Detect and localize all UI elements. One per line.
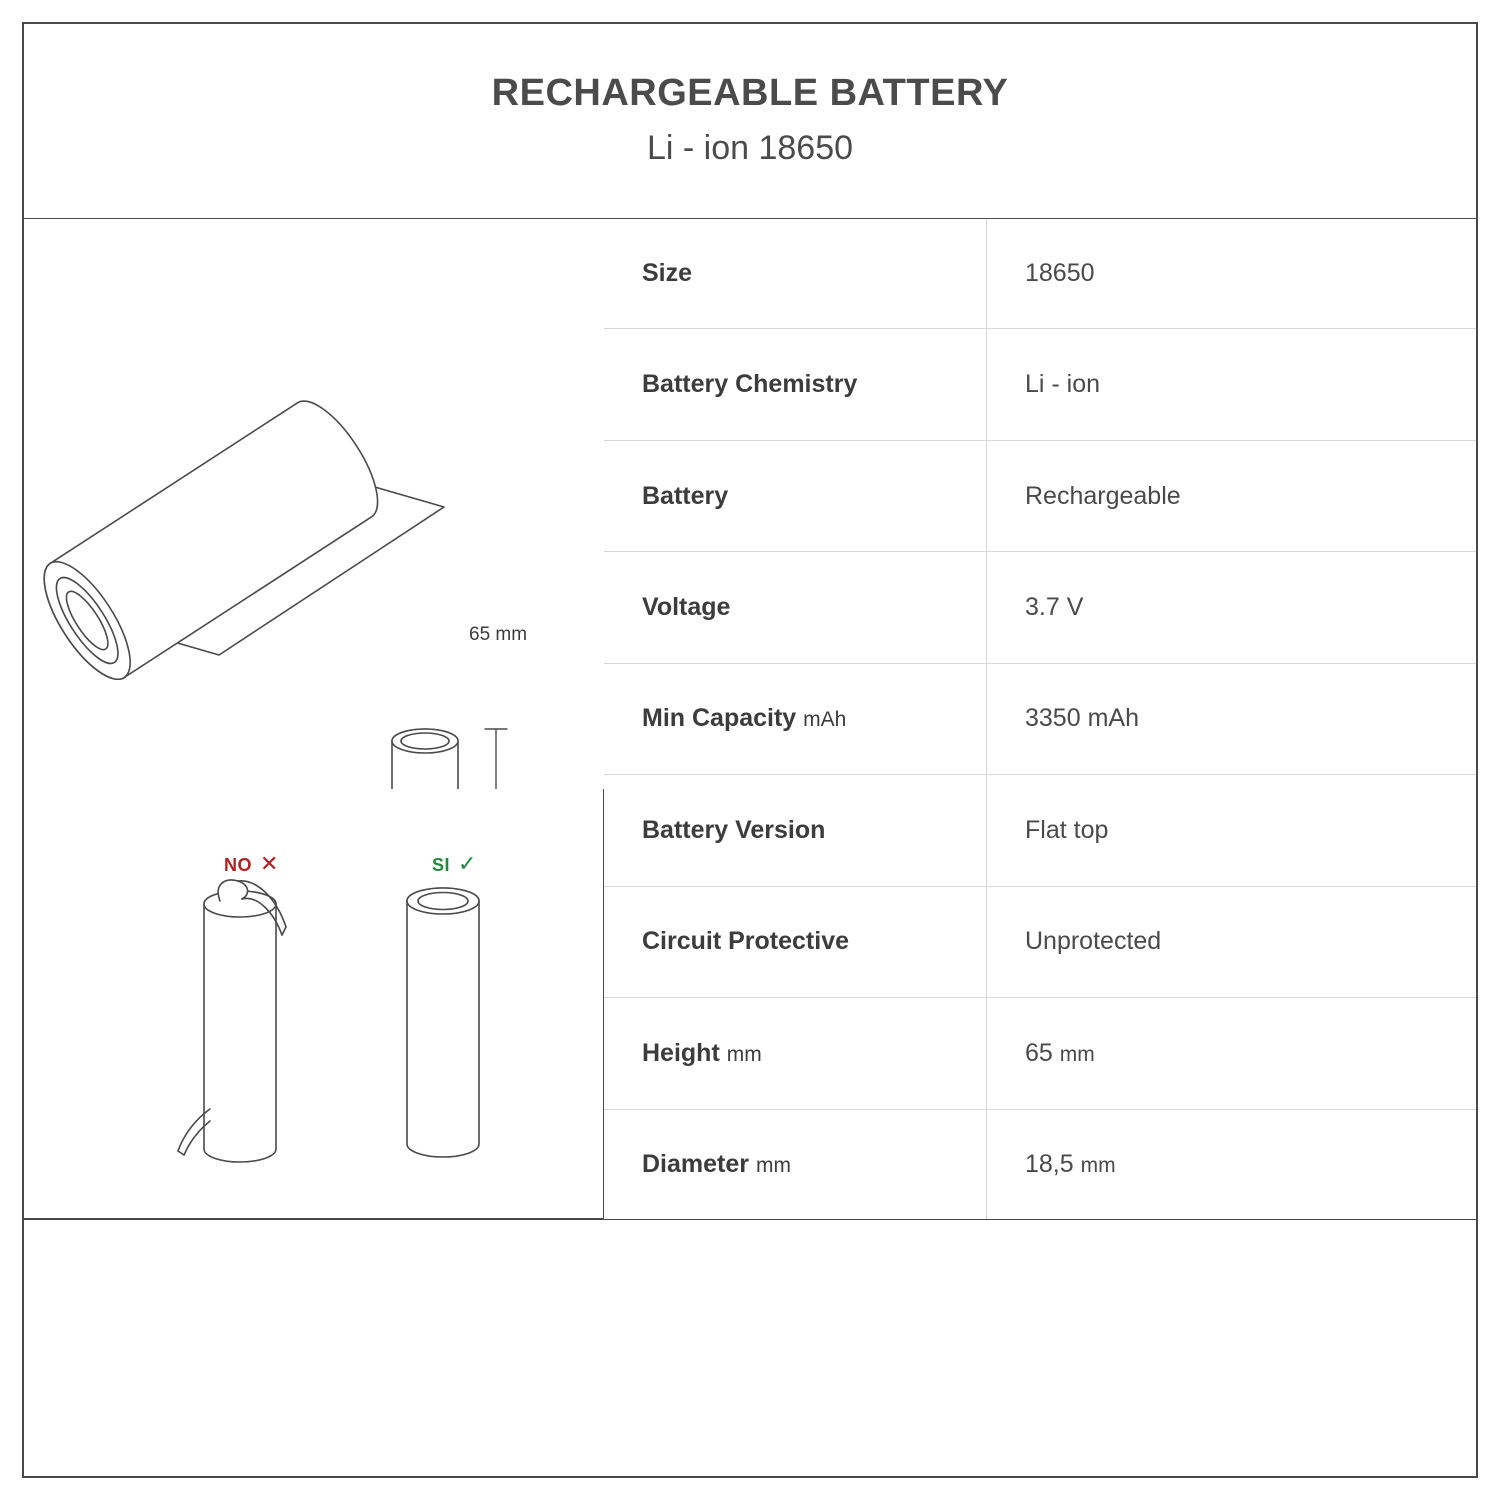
table-row	[604, 219, 1476, 329]
spec-key: Circuit Protective	[604, 886, 987, 997]
spec-key	[604, 663, 987, 774]
spec-value-number: 18,5	[1025, 1149, 1074, 1178]
spec-key-unit: mm	[755, 1153, 791, 1177]
usage-comparison-panel	[24, 789, 604, 1219]
spec-value-unit: mm	[1080, 1153, 1116, 1177]
spec-value-unit: mAh	[1087, 704, 1139, 733]
spec-key-unit: mAh	[803, 708, 847, 732]
table-row	[604, 998, 1476, 1109]
spec-value: Rechargeable	[987, 440, 1477, 551]
header	[24, 24, 1476, 219]
specifications-table	[604, 219, 1476, 1219]
spec-key-text: Diameter	[642, 1149, 749, 1178]
spec-value: Unprotected	[987, 886, 1477, 997]
spec-value: Flat top	[987, 775, 1477, 886]
spec-key: Size	[604, 219, 987, 329]
table-row	[604, 329, 1476, 440]
spec-key: Battery Version	[604, 775, 987, 886]
battery-illustration-panel	[24, 219, 604, 789]
spec-value	[987, 998, 1477, 1109]
spec-value: 18650	[987, 219, 1477, 329]
spec-value-number: 65	[1025, 1038, 1053, 1067]
si-marker	[432, 851, 477, 877]
table-row	[604, 440, 1476, 551]
no-marker	[224, 851, 279, 877]
spec-value	[987, 663, 1477, 774]
comparison-drawings	[24, 789, 604, 1219]
battery-drawings	[24, 219, 604, 789]
si-label: SI	[432, 855, 451, 875]
spec-value	[987, 1109, 1477, 1219]
table-row	[604, 775, 1476, 886]
datasheet-sheet	[22, 22, 1478, 1478]
page-subtitle: Li - ion 18650	[646, 129, 854, 167]
spec-key-text: Height	[642, 1038, 720, 1067]
table-row	[604, 663, 1476, 774]
check-icon: ✓	[458, 851, 477, 876]
spec-key	[604, 998, 987, 1109]
spec-value-number: 3350	[1025, 704, 1081, 733]
spec-key-text: Min Capacity	[642, 704, 797, 733]
spec-key-unit: mm	[726, 1042, 762, 1066]
table-row	[604, 886, 1476, 997]
table-row	[604, 552, 1476, 663]
battery-with-tabs-drawing	[178, 880, 286, 1162]
height-dimension-label: 65 mm	[469, 624, 528, 645]
spec-key	[604, 1109, 987, 1219]
no-label: NO	[224, 855, 252, 875]
spec-key: Battery Chemistry	[604, 329, 987, 440]
spec-key: Battery	[604, 440, 987, 551]
footer-blank-area	[24, 1219, 1476, 1478]
cross-icon: ✕	[260, 851, 279, 876]
spec-key: Voltage	[604, 552, 987, 663]
table-row	[604, 1109, 1476, 1219]
spec-value-unit: mm	[1059, 1042, 1095, 1066]
spec-value: 3.7 V	[987, 552, 1477, 663]
battery-cell-vertical	[392, 729, 458, 789]
battery-flat-top-drawing	[407, 888, 479, 1157]
spec-value: Li - ion	[987, 329, 1477, 440]
page-title: RECHARGEABLE BATTERY	[491, 72, 1009, 114]
